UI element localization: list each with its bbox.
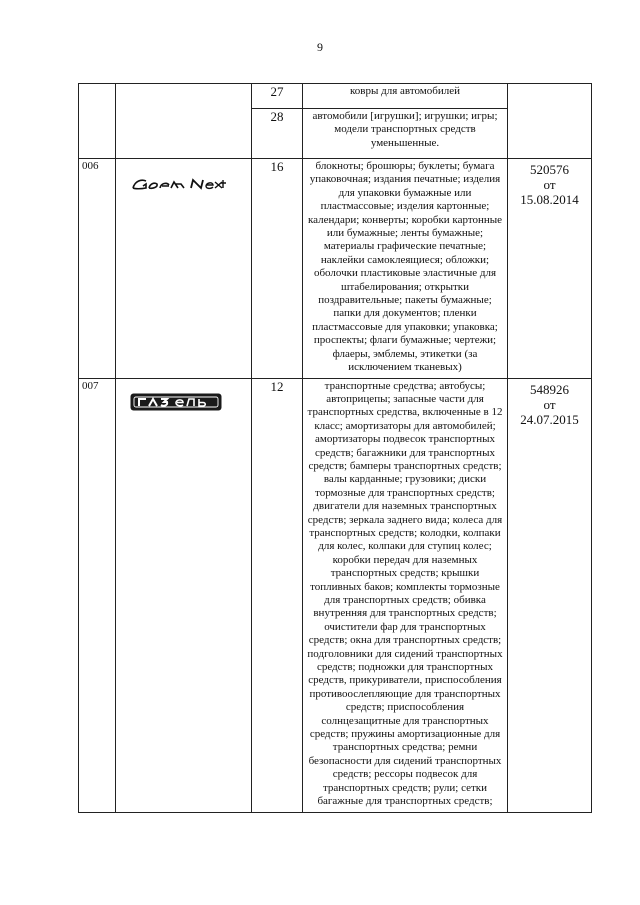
goods-text: блокноты; брошюры; буклеты; бумага упаковочная; издания печатные; изделия для упаковки бумажные или пластмассовые; изделия картонные; календари; конверты; коробки картонные или бумажные; ленты бумажные; материалы графические печатные; наклейки самоклеящиеся; обложки; оболочки пластиковые эластичные для штабелирования; открытки поздравительные; пакеты бумажные; папки для документов; пленки пластмассовые для упаковки; упаковка; проспекты; флаги бумажные; чертежи; флаеры, эмблемы, этикетки (за исключением тканевых) [307, 160, 503, 374]
class-cell [252, 84, 303, 109]
registration-cell [508, 159, 592, 379]
registration-cell [508, 378, 592, 812]
goods-text: ковры для автомобилей [350, 85, 460, 97]
registration-number: 548926 [530, 381, 569, 397]
row-number: 006 [82, 160, 99, 172]
gazel-logo [130, 393, 222, 411]
goods-cell [303, 84, 508, 109]
registration-date: 24.07.2015 [520, 411, 579, 427]
goods-cell [303, 109, 508, 159]
registration-from: от [543, 396, 556, 412]
class-cell [252, 159, 303, 379]
class-number: 28 [270, 109, 284, 124]
page-number: 9 [317, 40, 323, 54]
registration-from: от [543, 177, 556, 192]
row-number-cell [79, 84, 116, 159]
class-number: 27 [270, 84, 284, 99]
goods-text: транспортные средства; автобусы; автоприцепы; запасные части для транспортных средства, включенные в 12 класс; амортизаторы для автомобилей; амортизаторы подвесок транспортных средств; багажники для транспортных средств; бамперы транспортных средств; валы карданные; грузовики; диски тормозные для транспортных средств; двигатели для наземных транспортных средств; зеркала заднего вида; колеса для транспортных средств; колодки, колпаки для колес, колпаки для ступиц колес; коробки передач для наземных транспортных средств; крышки топливных баков; комплекты тормозные для транспортных средств; обивка внутренняя для транспортных средств; очистители фар для транспортных средств; окна для транспортных средств; подголовники для сидений транспортных средств; подножки для транспортных средств, прикуриватели, приспособления противоослепляющие для транспортных средств; приспособления солнцезащитные для транспортных средств; пружины амортизационные для транспортных средства; ремни безопасности для сидений транспортных средств; рессоры подвесок для транспортных средств; рули; сетки багажные для транспортных средств; [307, 379, 503, 808]
class-number: 12 [270, 378, 284, 394]
goods-text: автомобили [игрушки]; игрушки; игры; модели транспортных средств уменьшенные. [312, 110, 498, 149]
registration-cell [508, 84, 592, 159]
class-number: 16 [270, 159, 284, 174]
trademark-cell [116, 84, 252, 159]
row-number-cell [79, 159, 116, 379]
table-row [79, 84, 592, 109]
row-number-cell [79, 378, 116, 812]
class-cell [252, 109, 303, 159]
registration-number: 520576 [530, 162, 569, 177]
trademark-cell [116, 159, 252, 379]
table-row [79, 159, 592, 379]
table-row [79, 378, 592, 812]
trademark-cell [116, 378, 252, 812]
goods-cell [303, 378, 508, 812]
class-cell [252, 378, 303, 812]
registration-date: 15.08.2014 [520, 192, 579, 207]
gazel-next-logo [129, 177, 229, 191]
goods-cell [303, 159, 508, 379]
row-number: 007 [82, 379, 99, 392]
trademark-table [78, 83, 592, 813]
